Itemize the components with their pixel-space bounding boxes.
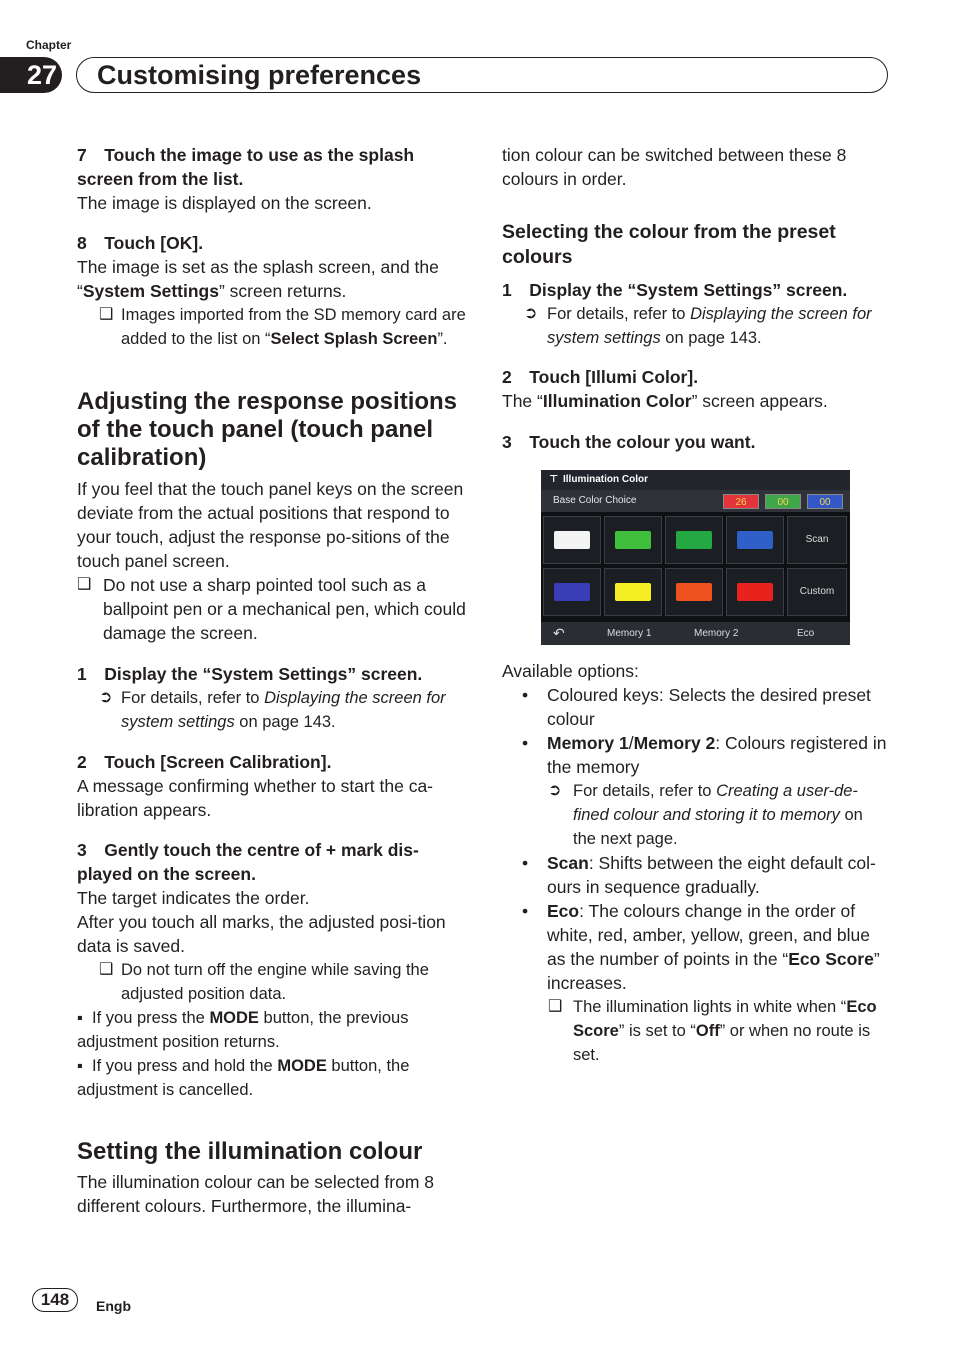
swatch	[737, 583, 773, 601]
swatch	[615, 583, 651, 601]
eco-button[interactable]: Eco	[797, 628, 815, 639]
swatch	[676, 583, 712, 601]
available-options-label: Available options:	[502, 661, 639, 681]
option-memory: • Memory 1/Memory 2: Colours registered in the memory	[522, 733, 887, 777]
chapter-number: 27	[0, 57, 62, 93]
checkbox-note-icon: ❑	[77, 576, 92, 593]
arrow-ref-icon: ➲	[524, 305, 538, 322]
chapter-label: Chapter	[26, 38, 72, 52]
calib-step-3-note: ❑ Do not turn off the engine while saving the adjusted position data.	[77, 958, 467, 1006]
swatch	[676, 531, 712, 549]
color-key-amber[interactable]	[665, 568, 723, 616]
preset-step-3-title: 3 Touch the colour you want.	[502, 432, 756, 452]
back-icon[interactable]: ↶	[553, 625, 565, 641]
base-color-label: Base Color Choice	[553, 495, 637, 506]
color-key-white[interactable]	[543, 516, 601, 564]
heading-calibration: Adjusting the response positions of the touch panel (touch panel calibration)	[77, 388, 458, 471]
bullet-dot-icon: •	[522, 853, 529, 873]
step-7-title: 7 Touch the image to use as the splash screen from the list.	[77, 145, 415, 189]
checkbox-note-icon: ❑	[548, 998, 563, 1015]
calib-step-2-title: 2 Touch [Screen Calibration].	[77, 752, 332, 772]
calib-step-3-square-2: ▪ If you press and hold the MODE button, the adjustment is cancelled.	[77, 1057, 410, 1099]
calib-step-3-text-2: After you touch all marks, the adjusted posi-tion data is saved.	[77, 912, 446, 956]
swatch	[737, 531, 773, 549]
preset-step-2-text: The “Illumination Color” screen appears.	[502, 391, 828, 411]
square-bullet-icon: ▪	[77, 1057, 93, 1075]
calib-step-2-text: A message confirming whether to start the ca-libration appears.	[77, 776, 433, 820]
option-scan: • Scan: Shifts between the eight default col-ours in sequence gradually.	[522, 853, 876, 897]
bullet-dot-icon: •	[522, 901, 529, 921]
option-eco-note: ❑ The illumination lights in white when “Eco Score” is set to “Off” or when no route is set.	[502, 995, 888, 1067]
chapter-title-box	[76, 57, 888, 93]
step-7-text: The image is displayed on the screen.	[77, 193, 372, 213]
option-coloured-keys: • Coloured keys: Selects the desired preset colour	[522, 685, 871, 729]
calibration-note: ❑ Do not use a sharp pointed tool such as a ballpoint pen or a mechanical pen, which could damage the screen.	[77, 575, 466, 643]
color-key-dark-blue[interactable]	[543, 568, 601, 616]
swatch	[554, 583, 590, 601]
calib-step-1-ref: ➲ For details, refer to Displaying the screen for system settings on page 143.	[77, 686, 467, 734]
language-code: Engb	[96, 1298, 131, 1314]
antenna-icon: ⊤	[549, 474, 559, 485]
memory-1-button[interactable]: Memory 1	[607, 628, 652, 639]
color-key-red[interactable]	[726, 568, 784, 616]
illumination-color-screenshot	[541, 470, 850, 645]
color-key-blue[interactable]	[726, 516, 784, 564]
step-8-note: ❑ Images imported from the SD memory card are added to the list on “Select Splash Screen”.	[77, 303, 467, 351]
red-value[interactable]: 26	[723, 494, 759, 509]
blue-value[interactable]: 00	[807, 494, 843, 509]
color-key-yellow[interactable]	[604, 568, 662, 616]
color-key-green[interactable]	[665, 516, 723, 564]
scan-button[interactable]: Scan	[787, 516, 847, 564]
heading-illumination: Setting the illumination colour	[77, 1138, 423, 1165]
screen-footer	[541, 622, 850, 645]
option-eco: • Eco: The colours change in the order of white, red, amber, yellow, green, and blue as the number of points in the “Eco Score” increases.	[522, 901, 880, 993]
bullet-dot-icon: •	[522, 685, 529, 705]
swatch	[615, 531, 651, 549]
page-number: 148	[32, 1288, 78, 1312]
illumination-text: The illumination colour can be selected from 8 different colours. Furthermore, the illumina-	[77, 1172, 434, 1216]
preset-step-2-title: 2 Touch [Illumi Color].	[502, 367, 699, 387]
arrow-ref-icon: ➲	[99, 689, 113, 706]
calib-step-1-title: 1 Display the “System Settings” screen.	[77, 664, 423, 684]
memory-2-button[interactable]: Memory 2	[694, 628, 739, 639]
chapter-title: Customising preferences	[97, 60, 422, 90]
left-column	[77, 143, 467, 1218]
custom-button[interactable]: Custom	[787, 568, 847, 616]
checkbox-note-icon: ❑	[99, 961, 114, 978]
calib-step-3-square-1: ▪ If you press the MODE button, the previous adjustment position returns.	[77, 1009, 409, 1051]
heading-preset: Selecting the colour from the preset colours	[502, 221, 836, 268]
screen-title: Illumination Color	[563, 474, 648, 485]
checkbox-note-icon: ❑	[99, 306, 114, 323]
square-bullet-icon: ▪	[77, 1009, 93, 1027]
calib-step-3-title: 3 Gently touch the centre of + mark dis-played on the screen.	[77, 840, 419, 884]
step-8-title: 8 Touch [OK].	[77, 233, 204, 253]
preset-step-1-ref: ➲ For details, refer to Displaying the screen for system settings on page 143.	[502, 302, 888, 350]
arrow-ref-icon: ➲	[548, 782, 562, 799]
step-8-text: The image is set as the splash screen, and the “System Settings” screen returns.	[77, 257, 439, 301]
bullet-dot-icon: •	[522, 733, 529, 753]
right-column	[502, 143, 888, 454]
right-column-options	[502, 659, 888, 1067]
screen-title-bar	[541, 470, 850, 490]
green-value[interactable]: 00	[765, 494, 801, 509]
calibration-intro: If you feel that the touch panel keys on the screen deviate from the actual positions that respond to your touch, adjust the response po-sitions of the touch panel screen.	[77, 479, 464, 571]
color-key-light-green[interactable]	[604, 516, 662, 564]
option-memory-ref: ➲ For details, refer to Creating a user-de-fined colour and storing it to memory on the next page.	[502, 779, 888, 851]
calib-step-3-text-1: The target indicates the order.	[77, 888, 310, 908]
base-color-bar	[541, 490, 850, 512]
swatch	[554, 531, 590, 549]
illumination-continued: tion colour can be switched between these 8 colours in order.	[502, 145, 847, 189]
preset-step-1-title: 1 Display the “System Settings” screen.	[502, 280, 848, 300]
